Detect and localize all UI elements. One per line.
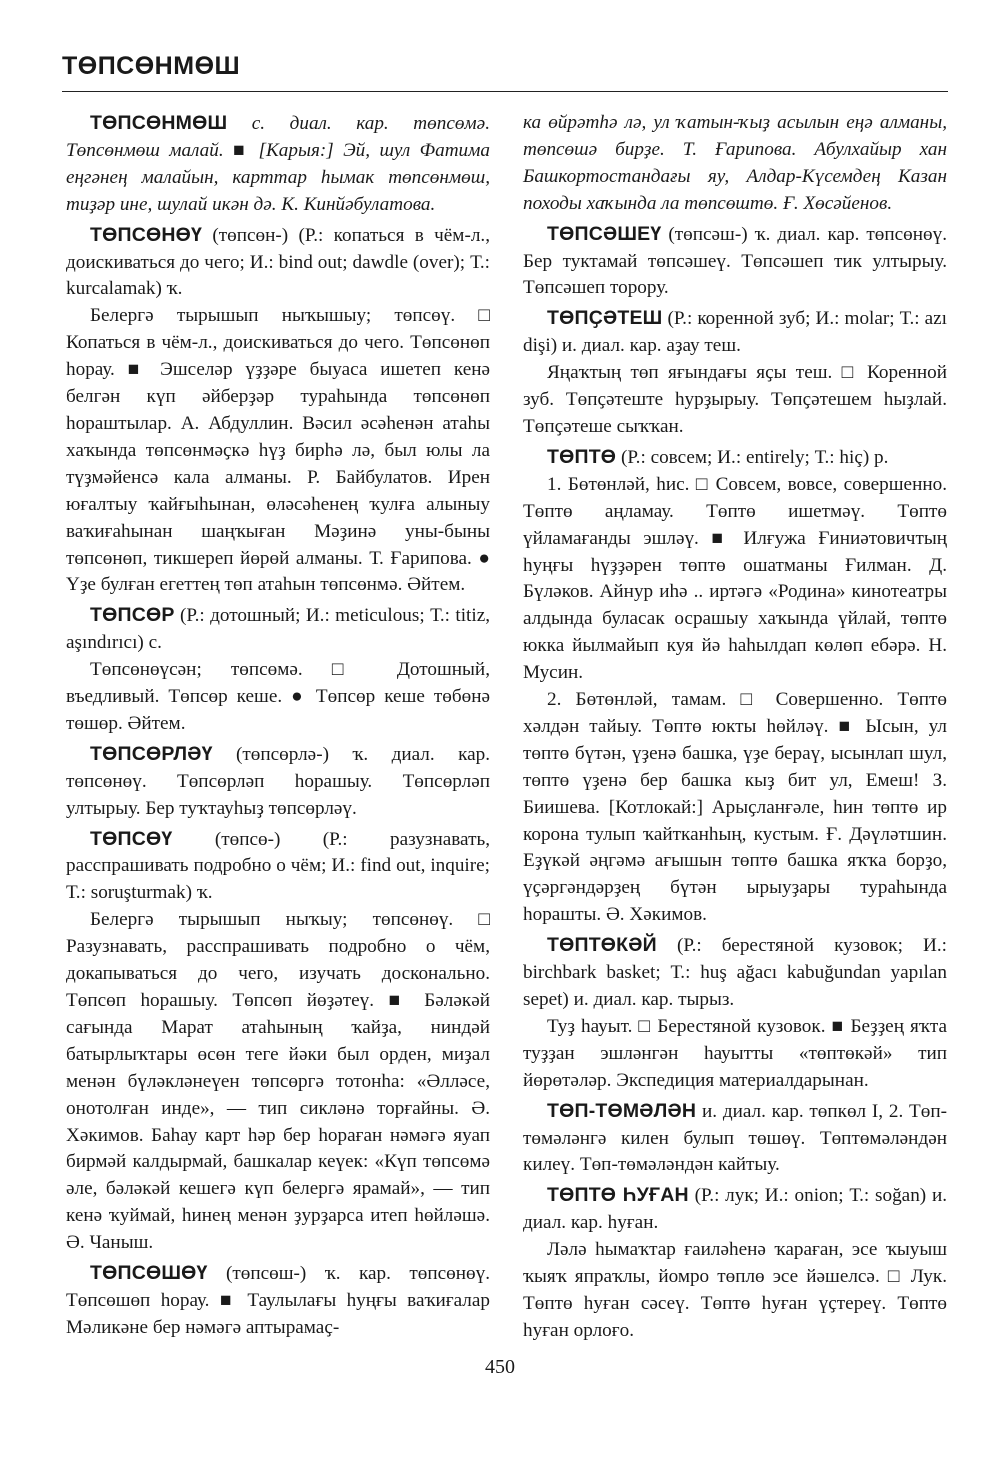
dictionary-entry: [523, 1098, 947, 1180]
running-head: ТӨПСӨНМӨШ: [62, 52, 241, 80]
entry-headword: ТӨПСӨР: [90, 604, 175, 627]
entry-headword: ТӨПҪӘТЕШ: [547, 307, 663, 330]
dictionary-entry: [523, 1182, 947, 1344]
dictionary-entry: [66, 222, 490, 600]
entry-headword: ТӨПТӨ: [547, 445, 617, 468]
entry-sense: 2. Бөтөнләй, тамам. □ Совершенно. Төптө хәлдән тайыу. Төптө юкты һөйләү. ■ Ысын, ул төптө бүтән, үҙенә башка, үҙе бераү, ысынлап шул, төптө үҙенә бер башка кыҙ бит ул, Емеш! З. Биишева. [Котлокай:] Арыҫланғәле, һин төптө ир корона тулып ҡайтканһың, кустым. Ғ. Дәүләтшин. Еҙүкәй әңгәмә ағышын төптө башка яҡҡа борҙо, үҫәргәндәрҙең бүтән ырыуҙары тураһында һорашты. Ә. Хәкимов.: [523, 689, 947, 926]
entry-sense: Белергә тырышып ныҡыу; төпсөнөү. □ Разузнавать, расспрашивать подробно о чём, докапываться до чего, изучать досконально. Төпсөп һорашыу. Төпсөп йөҙәтеү. ■ Бәләкәй сағында Марат атаһының ҡайҙа, ниндәй батырлыҡтары өсөн теге йәки был орден, миҙал менән бүләкләнеүен төпсөргә тотонһа: «Әлләсе, онотолған инде», — тип сикләнә торғайны. Ә. Хәкимов. Баһау карт һәр бер һораған нәмәгә яуап бирмәй калдырмай, башкалар кеүек: «Күп төпсөмә әле, бәләкәй кешегә күп белергә ярамай», — тип кенә ҡуймай, һинең менән ҙурҙарса итеп һөйләшә. Ә. Чаныш.: [66, 909, 490, 1254]
entry-text: (төпсөш-) ҡ. кар. төпсөнөү. Төпсөшөп һорау. ■ Таулылағы һуңғы ваҡиғалар Мәликәне бер нәмәгә аптырамаҫ-: [66, 1263, 490, 1338]
dictionary-entry-continued: [523, 110, 947, 218]
entry-headword: ТӨПТӨ ҺУҒАН: [547, 1184, 689, 1207]
dictionary-entry: [66, 110, 490, 219]
right-column: [523, 110, 947, 1348]
dictionary-entry: [523, 932, 947, 1094]
entry-headword: ТӨПСӨҮ: [90, 827, 173, 850]
entry-text: (төпсө-) (Р.: разузнавать, расспрашивать подробно о чём; И.: find out, inquire; Т.: soruşturmak) ҡ.: [66, 828, 490, 904]
dictionary-entry: [66, 826, 490, 1258]
dictionary-entry: [66, 1260, 490, 1342]
entry-text: (Р.: коренной зуб; И.: molar; Т.: azı dişi) и. диал. кар. аҙау теш.: [523, 308, 947, 357]
dictionary-entry: [66, 741, 490, 823]
entry-text: с. диал. кар. төпсөмә. Төпсөнмөш малай. ■ [Карыя:] Эй, шул Фатима еңгәнең малайын, карттар һымак төпсөнмөш, тиҙәр ине, шулай икән дә. К. Кинйәбулатова.: [66, 113, 490, 215]
entry-headword: ТӨПТӨКӘЙ: [547, 934, 657, 957]
entry-sense: Яңаҡтың төп яғындағы яҫы теш. □ Коренной зуб. Төпҫәтеште һурҙырыу. Төпҫәтешем һыҙлай. Төпҫәтеше сыҡҡан.: [523, 362, 947, 437]
entry-sense: Туҙ һауыт. □ Берестяной кузовок. ■ Беҙҙең яҡта туҙҙан эшләнгән һауытты «төптөкәй» тип йөрөтәләр. Экспедиция материалдарынан.: [523, 1015, 947, 1091]
left-column: [66, 110, 490, 1345]
entry-headword: ТӨПСӨРЛӘҮ: [90, 742, 213, 765]
entry-text: ка өйрәтһә лә, ул ҡатын-ҡыҙ асылын еңә алманы, төпсөшә бирҙе. Т. Ғарипова. Абулхайыр хан Башкортостандағы яу, Алдар-Күсемдең Казан походы хаҡында ла төпсөштө. Ғ. Хөсәйенов.: [523, 112, 947, 214]
entry-sense: 1. Бөтөнләй, һис. □ Совсем, вовсе, совершенно. Төптө аңламау. Төптө ишетмәү. Төптө үйламағанды эшләү. ■ Илғужа Ғиниәтовичтың һуңғы һүҙҙәрен төптө ошатманы Ғилман. Д. Бүләков. Айнур иһә .. иртәгә «Родина» кинотеатры алдында буласак осрашыу хаҡында үйлай, төптө юкка йылмайып куя йә һаһылдап көлөп ебәрә. Н. Мусин.: [523, 473, 947, 684]
entry-headword: ТӨП-ТӨМӘЛӘН: [547, 1099, 697, 1122]
dictionary-entry: [66, 602, 490, 738]
entry-headword: ТӨПСӘШЕҮ: [547, 222, 662, 245]
entry-text: (төпсөн-) (Р.: копаться в чём-л., доискиваться до чего; И.: bind out; dawdle (over); Т.: kurcalamak) ҡ.: [66, 224, 491, 300]
entry-text: (Р.: совсем; И.: entirely; Т.: hiç) р.: [620, 446, 889, 468]
entry-headword: ТӨПСӨНӨҮ: [90, 223, 203, 246]
entry-text: (төпсөрлә-) ҡ. диал. кар. төпсөнөү. Төпсөрләп һорашыу. Төпсөрләп ултырыу. Бер туҡтауһыҙ төпсөрләү.: [66, 743, 491, 819]
entry-text: (Р.: лук; И.: onion; Т.: soğan) и. диал. кар. һуған.: [523, 1185, 948, 1234]
dictionary-entry: [523, 444, 947, 929]
entry-sense: Ләлә һымаҡтар ғаиләһенә ҡараған, эсе ҡыуыш ҡыяҡ япраҡлы, йомро төплө эсе йәшелсә. □ Лук. Төптө һуған сәсеү. Төптө һуған үҫтереү. Төптө һуған орлоғо.: [523, 1239, 947, 1341]
dictionary-entry: [523, 305, 947, 441]
page-number: 450: [485, 1356, 515, 1378]
entry-text: (Р.: дотошный; И.: meticulous; Т.: titiz, aşındırıcı) с.: [66, 605, 491, 654]
entry-sense: Белергә тырышып ныҡышыу; төпсөү. □ Копаться в чём-л., доискиваться до чего. Төпсөнөп һорау. ■ Эшселәр үҙҙәре быуаса ишетеп кенә белгән күп әйберҙәр тураһында төпсөнөп һораштылар. А. Абдуллин. Вәсил әсәһенән атаһы хаҡында төпсөнмәҫкә һүҙ бирһә лә, был юлы ла түҙмәйенсә кала алманы. Р. Байбулатов. Ирен юғалтыу ҡайғыһынан, өләсәһенең ҡулға алыныу ваҡиғаһынан шаңҡыған Мәҙинә уны-быны төпсөнөп, тикшереп йөрөй алманы. Т. Ғарипова. ● Үҙе булған егеттең төп атаһын төпсөнмә. Әйтем.: [66, 305, 490, 596]
entry-headword: ТӨПСӨШӨҮ: [90, 1262, 208, 1285]
entry-text: и. диал. кар. төпкөл I, 2. Төп-төмәләнгә килен булып төшөү. Төптөмәләндән килеү. Төп-төмәләндән кайтыу.: [523, 1100, 947, 1176]
entry-headword: ТӨПСӨНМӨШ: [90, 112, 228, 134]
entry-text: (Р.: берестяной кузовок; И.: birchbark basket; Т.: huş ağacı kabuğundan yapılan sepet) и. диал. кар. тырыз.: [523, 935, 948, 1010]
dictionary-entry: [523, 221, 947, 303]
entry-text: (төпсәш-) ҡ. диал. кар. төпсөнөү. Бер туктамай төпсәшеү. Төпсәшеп тик ултырыу. Төпсәшеп торору.: [523, 223, 948, 299]
header-rule: [62, 91, 948, 92]
entry-sense: Төпсөнөүсән; төпсөмә. □ Дотошный, въедливый. Төпсөр кеше. ● Төпсөр кеше төбөнә төшөр. Әйтем.: [66, 659, 490, 734]
